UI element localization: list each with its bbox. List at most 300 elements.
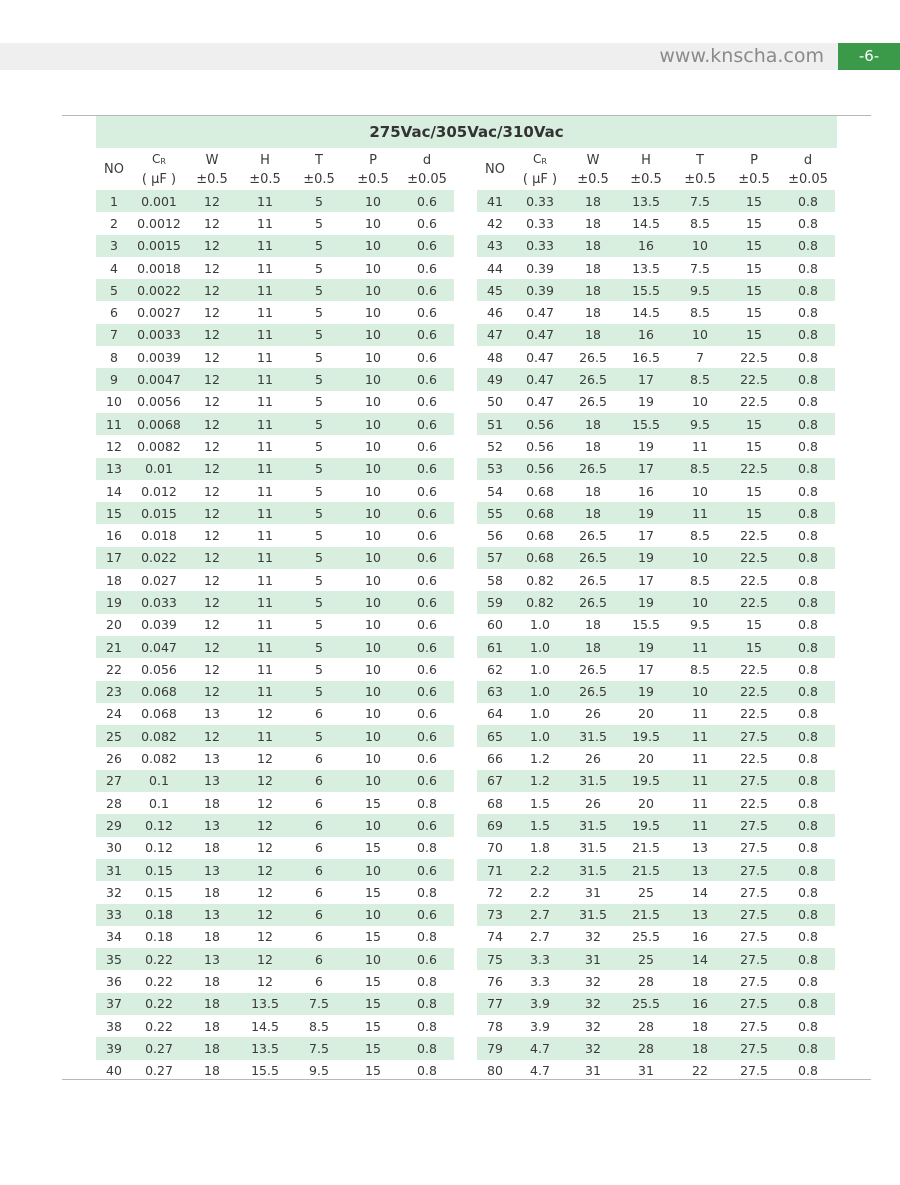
- cell-d: 0.6: [417, 951, 437, 967]
- cell-cr: 0.015: [141, 505, 177, 521]
- cell-p: 10: [365, 372, 381, 388]
- cell-h: 11: [257, 550, 273, 566]
- cell-cr: 0.012: [141, 483, 177, 499]
- cell-no: 3: [110, 238, 118, 254]
- cell-w: 31.5: [579, 728, 607, 744]
- cell-p: 15: [746, 282, 762, 298]
- cell-d: 0.6: [417, 550, 437, 566]
- cell-p: 15: [746, 416, 762, 432]
- cell-cr: 0.068: [141, 706, 177, 722]
- cell-w: 12: [204, 282, 220, 298]
- header-h-right: [619, 149, 673, 190]
- header-w-left: [186, 149, 238, 190]
- spec-table-left: [96, 190, 454, 1082]
- table-row: [477, 703, 835, 725]
- cell-h: 11: [257, 572, 273, 588]
- cell-cr: 0.68: [526, 550, 554, 566]
- table-row: [96, 859, 454, 881]
- cell-t: 9.5: [690, 617, 710, 633]
- cell-d: 0.8: [798, 862, 818, 878]
- cell-no: 22: [106, 661, 122, 677]
- table-row: [477, 747, 835, 769]
- cell-t: 5: [315, 260, 323, 276]
- cell-w: 26.5: [579, 461, 607, 477]
- cell-p: 22.5: [740, 594, 768, 610]
- cell-p: 10: [365, 327, 381, 343]
- cell-cr: 0.0047: [137, 372, 181, 388]
- table-row: [96, 993, 454, 1015]
- cell-cr: 1.0: [530, 661, 550, 677]
- cell-t: 18: [692, 1018, 708, 1034]
- header-w-label: W: [205, 152, 219, 168]
- cell-cr: 0.18: [145, 929, 173, 945]
- cell-d: 0.6: [417, 505, 437, 521]
- cell-t: 8.5: [690, 572, 710, 588]
- cell-d: 0.6: [417, 617, 437, 633]
- cell-w: 12: [204, 416, 220, 432]
- table-row: [477, 591, 835, 613]
- cell-no: 44: [487, 260, 503, 276]
- cell-t: 22: [692, 1063, 708, 1079]
- cell-no: 60: [487, 617, 503, 633]
- cell-h: 25.5: [632, 929, 660, 945]
- cell-no: 79: [487, 1040, 503, 1056]
- cell-no: 2: [110, 215, 118, 231]
- table-row: [96, 324, 454, 346]
- cell-t: 6: [315, 795, 323, 811]
- cell-d: 0.6: [417, 238, 437, 254]
- cell-p: 10: [365, 951, 381, 967]
- cell-p: 10: [365, 238, 381, 254]
- cell-h: 12: [257, 884, 273, 900]
- cell-no: 27: [106, 773, 122, 789]
- cell-no: 51: [487, 416, 503, 432]
- cell-t: 5: [315, 528, 323, 544]
- cell-d: 0.6: [417, 862, 437, 878]
- cell-cr: 1.2: [530, 773, 550, 789]
- cell-h: 11: [257, 193, 273, 209]
- cell-no: 23: [106, 684, 122, 700]
- cell-p: 10: [365, 751, 381, 767]
- cell-cr: 1.8: [530, 840, 550, 856]
- bottom-rule: [62, 1079, 871, 1080]
- cell-p: 10: [365, 260, 381, 276]
- cell-no: 65: [487, 728, 503, 744]
- cell-cr: 1.0: [530, 706, 550, 722]
- cell-t: 11: [692, 728, 708, 744]
- cell-no: 49: [487, 372, 503, 388]
- cell-p: 10: [365, 617, 381, 633]
- cell-p: 27.5: [740, 996, 768, 1012]
- cell-no: 12: [106, 438, 122, 454]
- cell-d: 0.6: [417, 639, 437, 655]
- cell-p: 22.5: [740, 349, 768, 365]
- cell-cr: 0.0012: [137, 215, 181, 231]
- cell-cr: 3.3: [530, 974, 550, 990]
- header-no-left: [96, 149, 132, 190]
- cell-p: 10: [365, 550, 381, 566]
- cell-w: 32: [585, 929, 601, 945]
- cell-h: 13.5: [251, 1040, 279, 1056]
- header-d-right: [781, 149, 835, 190]
- cell-h: 25: [638, 951, 654, 967]
- table-row: [96, 435, 454, 457]
- table-row: [477, 235, 835, 257]
- cell-h: 16: [638, 238, 654, 254]
- cell-w: 26.5: [579, 349, 607, 365]
- cell-d: 0.8: [798, 193, 818, 209]
- cell-cr: 1.0: [530, 684, 550, 700]
- cell-h: 14.5: [632, 305, 660, 321]
- cell-t: 18: [692, 1040, 708, 1056]
- cell-no: 55: [487, 505, 503, 521]
- cell-t: 10: [692, 327, 708, 343]
- header-no-right: [477, 149, 513, 190]
- cell-d: 0.6: [417, 193, 437, 209]
- header-h-left: [238, 149, 292, 190]
- table-row: [477, 881, 835, 903]
- cell-h: 12: [257, 929, 273, 945]
- cell-p: 15: [746, 483, 762, 499]
- cell-w: 12: [204, 215, 220, 231]
- cell-cr: 0.0033: [137, 327, 181, 343]
- cell-no: 45: [487, 282, 503, 298]
- cell-p: 10: [365, 394, 381, 410]
- cell-t: 11: [692, 795, 708, 811]
- cell-d: 0.6: [417, 528, 437, 544]
- cell-w: 18: [204, 1018, 220, 1034]
- cell-d: 0.6: [417, 483, 437, 499]
- header-cr-label: $C_R$: [533, 152, 547, 166]
- cell-no: 5: [110, 282, 118, 298]
- table-row: [477, 391, 835, 413]
- cell-t: 5: [315, 327, 323, 343]
- cell-p: 27.5: [740, 862, 768, 878]
- cell-h: 12: [257, 706, 273, 722]
- column-header-left: [96, 149, 454, 190]
- cell-d: 0.8: [798, 238, 818, 254]
- cell-no: 74: [487, 929, 503, 945]
- table-row: [96, 970, 454, 992]
- cell-p: 10: [365, 773, 381, 789]
- cell-h: 19: [638, 394, 654, 410]
- table-row: [96, 524, 454, 546]
- cell-cr: 0.33: [526, 193, 554, 209]
- table-row: [477, 346, 835, 368]
- cell-cr: 0.47: [526, 372, 554, 388]
- spec-table-right: [477, 190, 835, 1082]
- cell-h: 12: [257, 817, 273, 833]
- table-row: [96, 547, 454, 569]
- cell-h: 11: [257, 215, 273, 231]
- header-no-label: NO: [485, 162, 505, 177]
- table-row: [477, 212, 835, 234]
- table-row: [477, 257, 835, 279]
- website-url[interactable]: www.knscha.com: [659, 45, 824, 67]
- cell-w: 12: [204, 372, 220, 388]
- cell-no: 20: [106, 617, 122, 633]
- cell-d: 0.6: [417, 461, 437, 477]
- cell-w: 31.5: [579, 840, 607, 856]
- cell-h: 16.5: [632, 349, 660, 365]
- cell-no: 4: [110, 260, 118, 276]
- cell-cr: 0.0027: [137, 305, 181, 321]
- cell-no: 41: [487, 193, 503, 209]
- table-row: [96, 881, 454, 903]
- cell-w: 18: [585, 639, 601, 655]
- table-row: [477, 770, 835, 792]
- cell-p: 10: [365, 505, 381, 521]
- header-t-tolerance: ±0.5: [303, 171, 335, 187]
- cell-h: 11: [257, 728, 273, 744]
- table-row: [96, 614, 454, 636]
- cell-p: 22.5: [740, 372, 768, 388]
- cell-h: 12: [257, 840, 273, 856]
- cell-d: 0.8: [798, 572, 818, 588]
- cell-cr: 0.18: [145, 907, 173, 923]
- cell-p: 10: [365, 817, 381, 833]
- cell-w: 18: [204, 1063, 220, 1079]
- cell-t: 5: [315, 505, 323, 521]
- table-row: [477, 636, 835, 658]
- cell-p: 27.5: [740, 840, 768, 856]
- table-row: [96, 792, 454, 814]
- cell-w: 18: [204, 795, 220, 811]
- header-cr-tolerance: ( μF ): [141, 172, 177, 187]
- cell-no: 80: [487, 1063, 503, 1079]
- cell-h: 13.5: [632, 193, 660, 209]
- cell-t: 13: [692, 862, 708, 878]
- cell-t: 5: [315, 349, 323, 365]
- cell-p: 10: [365, 438, 381, 454]
- cell-t: 5: [315, 550, 323, 566]
- table-row: [477, 502, 835, 524]
- cell-p: 10: [365, 215, 381, 231]
- cell-p: 27.5: [740, 907, 768, 923]
- cell-t: 5: [315, 661, 323, 677]
- cell-d: 0.8: [798, 951, 818, 967]
- table-row: [477, 970, 835, 992]
- cell-w: 31: [585, 884, 601, 900]
- cell-h: 11: [257, 372, 273, 388]
- cell-no: 33: [106, 907, 122, 923]
- cell-h: 11: [257, 327, 273, 343]
- cell-p: 27.5: [740, 1040, 768, 1056]
- cell-w: 18: [585, 327, 601, 343]
- cell-d: 0.8: [798, 840, 818, 856]
- cell-cr: 0.018: [141, 528, 177, 544]
- cell-no: 61: [487, 639, 503, 655]
- header-w-label: W: [586, 152, 600, 168]
- cell-w: 13: [204, 706, 220, 722]
- cell-p: 10: [365, 349, 381, 365]
- cell-w: 18: [204, 996, 220, 1012]
- cell-d: 0.6: [417, 684, 437, 700]
- cell-h: 12: [257, 974, 273, 990]
- table-row: [477, 614, 835, 636]
- cell-cr: 1.5: [530, 795, 550, 811]
- table-row: [477, 725, 835, 747]
- cell-w: 18: [585, 483, 601, 499]
- cell-cr: 0.068: [141, 684, 177, 700]
- table-row: [96, 235, 454, 257]
- page-number: -6-: [838, 43, 900, 70]
- table-row: [477, 480, 835, 502]
- cell-d: 0.6: [417, 572, 437, 588]
- cell-p: 22.5: [740, 550, 768, 566]
- table-row: [477, 792, 835, 814]
- table-row: [96, 703, 454, 725]
- cell-no: 16: [106, 528, 122, 544]
- cell-p: 10: [365, 594, 381, 610]
- cell-w: 18: [204, 1040, 220, 1056]
- cell-no: 70: [487, 840, 503, 856]
- cell-p: 27.5: [740, 929, 768, 945]
- header-t-right: [673, 149, 727, 190]
- cell-no: 52: [487, 438, 503, 454]
- cell-p: 15: [746, 505, 762, 521]
- cell-cr: 0.56: [526, 461, 554, 477]
- header-p-tolerance: ±0.5: [357, 171, 389, 187]
- cell-cr: 0.027: [141, 572, 177, 588]
- cell-cr: 2.2: [530, 884, 550, 900]
- cell-p: 15: [746, 305, 762, 321]
- cell-no: 10: [106, 394, 122, 410]
- table-row: [96, 681, 454, 703]
- cell-h: 11: [257, 461, 273, 477]
- cell-w: 32: [585, 1018, 601, 1034]
- cell-no: 62: [487, 661, 503, 677]
- cell-w: 13: [204, 862, 220, 878]
- cell-no: 47: [487, 327, 503, 343]
- cell-d: 0.8: [417, 1063, 437, 1079]
- cell-no: 30: [106, 840, 122, 856]
- cell-cr: 0.39: [526, 260, 554, 276]
- cell-w: 18: [585, 260, 601, 276]
- cell-cr: 4.7: [530, 1040, 550, 1056]
- table-row: [96, 747, 454, 769]
- cell-d: 0.6: [417, 349, 437, 365]
- cell-cr: 0.0068: [137, 416, 181, 432]
- cell-w: 26.5: [579, 372, 607, 388]
- cell-t: 6: [315, 751, 323, 767]
- cell-d: 0.8: [417, 974, 437, 990]
- table-row: [477, 301, 835, 323]
- cell-d: 0.8: [417, 840, 437, 856]
- cell-t: 8.5: [690, 215, 710, 231]
- cell-d: 0.8: [798, 884, 818, 900]
- cell-p: 22.5: [740, 684, 768, 700]
- cell-no: 1: [110, 193, 118, 209]
- cell-t: 5: [315, 416, 323, 432]
- cell-d: 0.8: [798, 260, 818, 276]
- cell-h: 28: [638, 1018, 654, 1034]
- cell-w: 18: [585, 416, 601, 432]
- cell-d: 0.8: [798, 327, 818, 343]
- table-row: [96, 926, 454, 948]
- cell-no: 63: [487, 684, 503, 700]
- header-cr-right: [513, 149, 567, 190]
- cell-p: 15: [365, 974, 381, 990]
- cell-d: 0.8: [798, 505, 818, 521]
- cell-no: 37: [106, 996, 122, 1012]
- cell-h: 19.5: [632, 728, 660, 744]
- cell-h: 14.5: [632, 215, 660, 231]
- cell-cr: 1.0: [530, 617, 550, 633]
- cell-h: 15.5: [251, 1063, 279, 1079]
- cell-d: 0.8: [798, 773, 818, 789]
- cell-t: 5: [315, 193, 323, 209]
- table-row: [477, 1037, 835, 1059]
- cell-h: 17: [638, 572, 654, 588]
- cell-d: 0.6: [417, 215, 437, 231]
- cell-w: 12: [204, 728, 220, 744]
- cell-no: 43: [487, 238, 503, 254]
- cell-p: 10: [365, 728, 381, 744]
- cell-h: 19: [638, 684, 654, 700]
- header-p-label: P: [750, 152, 758, 168]
- cell-d: 0.6: [417, 327, 437, 343]
- cell-h: 19: [638, 505, 654, 521]
- cell-p: 15: [365, 1040, 381, 1056]
- cell-p: 22.5: [740, 661, 768, 677]
- cell-d: 0.8: [798, 416, 818, 432]
- cell-p: 15: [746, 327, 762, 343]
- cell-h: 19.5: [632, 773, 660, 789]
- cell-t: 11: [692, 639, 708, 655]
- cell-no: 34: [106, 929, 122, 945]
- cell-cr: 0.1: [149, 795, 169, 811]
- cell-p: 15: [365, 1018, 381, 1034]
- cell-t: 7.5: [690, 260, 710, 276]
- cell-w: 31.5: [579, 907, 607, 923]
- cell-d: 0.6: [417, 728, 437, 744]
- header-d-label: d: [803, 152, 813, 168]
- cell-no: 72: [487, 884, 503, 900]
- cell-cr: 0.68: [526, 483, 554, 499]
- cell-p: 22.5: [740, 528, 768, 544]
- cell-w: 31: [585, 1063, 601, 1079]
- cell-d: 0.8: [798, 282, 818, 298]
- cell-h: 11: [257, 483, 273, 499]
- cell-h: 11: [257, 594, 273, 610]
- cell-h: 25: [638, 884, 654, 900]
- cell-h: 11: [257, 349, 273, 365]
- cell-t: 8.5: [690, 661, 710, 677]
- cell-d: 0.8: [798, 617, 818, 633]
- cell-d: 0.6: [417, 661, 437, 677]
- cell-t: 8.5: [690, 305, 710, 321]
- cell-no: 39: [106, 1040, 122, 1056]
- cell-h: 15.5: [632, 416, 660, 432]
- cell-d: 0.8: [417, 1018, 437, 1034]
- cell-h: 20: [638, 706, 654, 722]
- cell-no: 58: [487, 572, 503, 588]
- cell-h: 17: [638, 528, 654, 544]
- table-row: [477, 658, 835, 680]
- cell-w: 18: [585, 305, 601, 321]
- cell-h: 11: [257, 416, 273, 432]
- cell-no: 8: [110, 349, 118, 365]
- cell-w: 12: [204, 639, 220, 655]
- cell-no: 67: [487, 773, 503, 789]
- cell-cr: 0.82: [526, 594, 554, 610]
- cell-w: 13: [204, 951, 220, 967]
- cell-cr: 1.5: [530, 817, 550, 833]
- cell-t: 5: [315, 572, 323, 588]
- cell-cr: 0.0022: [137, 282, 181, 298]
- cell-h: 25.5: [632, 996, 660, 1012]
